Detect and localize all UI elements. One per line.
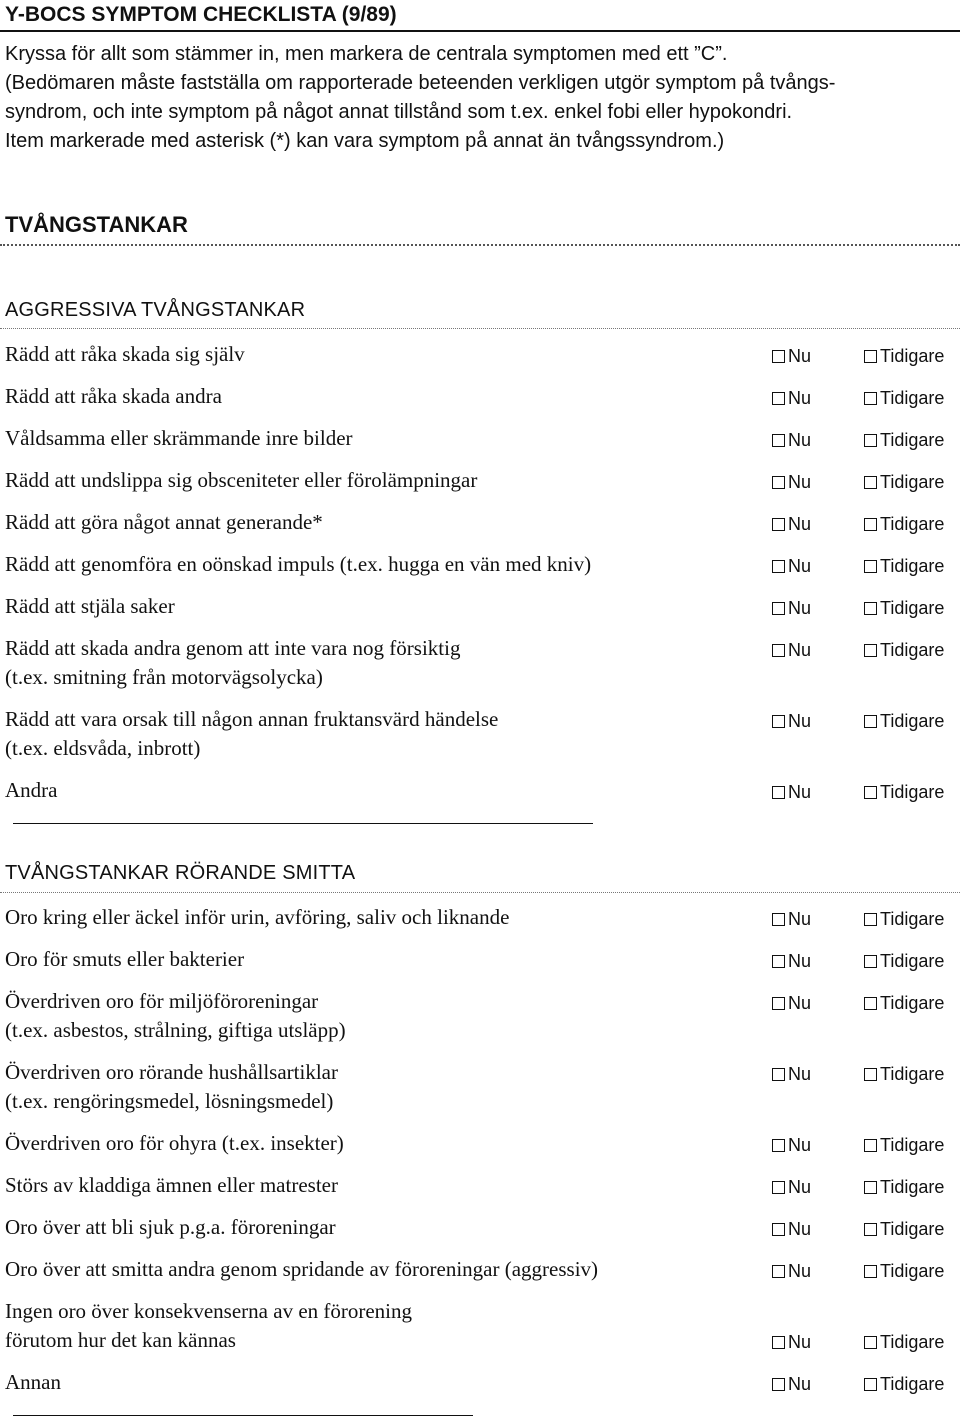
- item-label-line: Rädd att undslippa sig obsceniteter eller förolämpningar: [5, 468, 478, 492]
- checkbox-previously[interactable]: [864, 472, 944, 492]
- checklist-item: [5, 1171, 955, 1200]
- item-label-line: (t.ex. eldsvåda, inbrott): [5, 736, 201, 760]
- checkbox-previously[interactable]: [864, 1135, 944, 1155]
- checkbox-label: Tidigare: [880, 514, 945, 534]
- checkbox-label: Tidigare: [880, 430, 945, 450]
- item-label: [5, 1297, 745, 1355]
- item-label: [5, 1368, 745, 1416]
- checkbox-label: Nu: [788, 1064, 812, 1084]
- checklist-item: [5, 1297, 955, 1355]
- section-heading: TVÅNGSTANKAR: [5, 212, 188, 237]
- checklist-item: [5, 776, 955, 824]
- checkbox-square-icon[interactable]: [864, 955, 877, 968]
- checkbox-now[interactable]: [772, 1135, 811, 1155]
- item-label-line: Rädd att genomföra en oönskad impuls (t.ex. hugga en vän med kniv): [5, 552, 592, 576]
- item-label-line: Oro över att bli sjuk p.g.a. föroreningar: [5, 1215, 336, 1239]
- checklist-item: [5, 1129, 955, 1158]
- item-label: [5, 1213, 745, 1242]
- checkbox-square-icon[interactable]: [772, 476, 785, 489]
- checkbox-now[interactable]: [772, 909, 811, 929]
- checkbox-label: Tidigare: [880, 1135, 945, 1155]
- checklist-item: [5, 592, 955, 621]
- checkbox-previously[interactable]: [864, 1261, 944, 1281]
- checkbox-square-icon[interactable]: [864, 715, 877, 728]
- checkbox-previously[interactable]: [864, 993, 944, 1013]
- item-label: [5, 634, 745, 692]
- checkbox-label: Tidigare: [880, 1219, 945, 1239]
- checkbox-now[interactable]: [772, 993, 811, 1013]
- checkbox-label: Tidigare: [880, 1177, 945, 1197]
- checkbox-now[interactable]: [772, 782, 811, 802]
- checkbox-previously[interactable]: [864, 711, 944, 731]
- checklist-item: [5, 424, 955, 453]
- checkbox-label: Nu: [788, 1177, 812, 1197]
- item-label: [5, 466, 745, 495]
- checklist-item: [5, 634, 955, 692]
- checkbox-now[interactable]: [772, 1219, 811, 1239]
- checkbox-previously[interactable]: [864, 1064, 944, 1084]
- checkbox-now[interactable]: [772, 640, 811, 660]
- item-label: [5, 987, 745, 1045]
- checkbox-square-icon[interactable]: [772, 350, 785, 363]
- checkbox-now[interactable]: [772, 1332, 811, 1352]
- instruction-line: Kryssa för allt som stämmer in, men markera de centrala symptomen med ett ”C”.: [5, 43, 728, 65]
- checklist-item: [5, 705, 955, 763]
- item-label-line: Oro över att smitta andra genom spridande av föroreningar (aggressiv): [5, 1257, 599, 1281]
- item-label-line: Annan: [5, 1368, 745, 1416]
- checkbox-square-icon[interactable]: [772, 644, 785, 657]
- checkbox-label: Nu: [788, 951, 812, 971]
- checklist-item: [5, 1255, 955, 1284]
- checkbox-now[interactable]: [772, 598, 811, 618]
- item-label: [5, 1255, 745, 1284]
- item-label-line: Rädd att göra något annat generande*: [5, 510, 323, 534]
- item-label: [5, 508, 745, 537]
- checkbox-previously[interactable]: [864, 1332, 944, 1352]
- subsection-heading: TVÅNGSTANKAR RÖRANDE SMITTA: [5, 862, 356, 884]
- checkbox-now[interactable]: [772, 951, 811, 971]
- checkbox-square-icon[interactable]: [864, 434, 877, 447]
- checklist-item: [5, 382, 955, 411]
- checkbox-previously[interactable]: [864, 909, 944, 929]
- item-label: [5, 1129, 745, 1158]
- checkbox-square-icon[interactable]: [864, 644, 877, 657]
- item-label-line: Ingen oro över konsekvenserna av en förorening: [5, 1299, 413, 1323]
- checkbox-label: Nu: [788, 909, 812, 929]
- item-label-line: Oro för smuts eller bakterier: [5, 947, 245, 971]
- checklist-item: [5, 1058, 955, 1116]
- item-label-line: Rädd att stjäla saker: [5, 594, 175, 618]
- checkbox-label: Tidigare: [880, 782, 945, 802]
- checkbox-label: Nu: [788, 1261, 812, 1281]
- item-label: [5, 550, 745, 579]
- checkbox-previously[interactable]: [864, 388, 944, 408]
- checkbox-previously[interactable]: [864, 598, 944, 618]
- checkbox-now[interactable]: [772, 1374, 811, 1394]
- checklist-item: [5, 945, 955, 974]
- checkbox-square-icon[interactable]: [864, 476, 877, 489]
- checkbox-square-icon[interactable]: [864, 1181, 877, 1194]
- checkbox-square-icon[interactable]: [864, 913, 877, 926]
- checkbox-square-icon[interactable]: [772, 602, 785, 615]
- item-label-line: Överdriven oro för ohyra (t.ex. insekter): [5, 1131, 344, 1155]
- checkbox-square-icon[interactable]: [864, 997, 877, 1010]
- checkbox-label: Nu: [788, 640, 812, 660]
- checkbox-square-icon[interactable]: [864, 560, 877, 573]
- checklist-item: [5, 1213, 955, 1242]
- checklist-item: [5, 550, 955, 579]
- checkbox-label: Nu: [788, 782, 812, 802]
- checkbox-label: Tidigare: [880, 1332, 945, 1352]
- checkbox-now[interactable]: [772, 472, 811, 492]
- checkbox-label: Nu: [788, 711, 812, 731]
- item-label: [5, 1058, 745, 1116]
- item-label: [5, 1171, 745, 1200]
- item-label: [5, 945, 745, 974]
- item-label-line: (t.ex. asbestos, strålning, giftiga utsläpp): [5, 1018, 346, 1042]
- item-label: [5, 382, 745, 411]
- checkbox-label: Nu: [788, 1332, 812, 1352]
- checkbox-previously[interactable]: [864, 782, 944, 802]
- checkbox-square-icon[interactable]: [772, 1265, 785, 1278]
- checkbox-now[interactable]: [772, 430, 811, 450]
- checklist-item: [5, 903, 955, 932]
- item-label-line: förutom hur det kan kännas: [5, 1328, 236, 1352]
- checkbox-previously[interactable]: [864, 430, 944, 450]
- checkbox-previously[interactable]: [864, 556, 944, 576]
- checkbox-previously[interactable]: [864, 951, 944, 971]
- checkbox-square-icon[interactable]: [772, 955, 785, 968]
- checkbox-previously[interactable]: [864, 514, 944, 534]
- checkbox-label: Tidigare: [880, 472, 945, 492]
- checkbox-square-icon[interactable]: [864, 1139, 877, 1152]
- checkbox-previously[interactable]: [864, 1177, 944, 1197]
- checkbox-label: Tidigare: [880, 346, 945, 366]
- subsection-divider: [0, 892, 960, 893]
- item-label: [5, 903, 745, 932]
- checkbox-square-icon[interactable]: [772, 1336, 785, 1349]
- document-title: Y-BOCS SYMPTOM CHECKLISTA (9/89): [0, 0, 960, 32]
- checkbox-label: Tidigare: [880, 1374, 945, 1394]
- item-label-line: Våldsamma eller skrämmande inre bilder: [5, 426, 353, 450]
- checkbox-label: Tidigare: [880, 993, 945, 1013]
- checkbox-square-icon[interactable]: [864, 392, 877, 405]
- item-label-line: Rädd att råka skada andra: [5, 384, 222, 408]
- checkbox-previously[interactable]: [864, 1219, 944, 1239]
- checkbox-previously[interactable]: [864, 1374, 944, 1394]
- checklist-item: [5, 987, 955, 1045]
- checkbox-square-icon[interactable]: [772, 434, 785, 447]
- checkbox-label: Nu: [788, 430, 812, 450]
- checklist-item: [5, 340, 955, 369]
- item-label-line: Rädd att skada andra genom att inte vara nog försiktig: [5, 636, 461, 660]
- checkbox-now[interactable]: [772, 711, 811, 731]
- checkbox-square-icon[interactable]: [864, 350, 877, 363]
- checkbox-square-icon[interactable]: [864, 1336, 877, 1349]
- checkbox-square-icon[interactable]: [772, 560, 785, 573]
- checkbox-square-icon[interactable]: [772, 715, 785, 728]
- item-label-line: (t.ex. rengöringsmedel, lösningsmedel): [5, 1089, 334, 1113]
- checkbox-now[interactable]: [772, 1261, 811, 1281]
- checkbox-label: Nu: [788, 388, 812, 408]
- instructions: [0, 40, 955, 156]
- checkbox-square-icon[interactable]: [772, 1223, 785, 1236]
- checkbox-label: Tidigare: [880, 1064, 945, 1084]
- checkbox-now[interactable]: [772, 514, 811, 534]
- item-label: [5, 705, 745, 763]
- checkbox-square-icon[interactable]: [864, 1378, 877, 1391]
- checkbox-label: Tidigare: [880, 909, 945, 929]
- checkbox-square-icon[interactable]: [864, 602, 877, 615]
- write-in-field[interactable]: [13, 805, 593, 824]
- checklist-item: [5, 508, 955, 537]
- checkbox-square-icon[interactable]: [864, 786, 877, 799]
- checkbox-label: Tidigare: [880, 388, 945, 408]
- item-label: [5, 776, 745, 824]
- checkbox-previously[interactable]: [864, 640, 944, 660]
- checkbox-square-icon[interactable]: [864, 518, 877, 531]
- checkbox-square-icon[interactable]: [772, 786, 785, 799]
- checkbox-label: Tidigare: [880, 951, 945, 971]
- checkbox-label: Nu: [788, 1219, 812, 1239]
- checkbox-label: Tidigare: [880, 640, 945, 660]
- checklist-item: [5, 1368, 955, 1416]
- checkbox-square-icon[interactable]: [864, 1223, 877, 1236]
- instruction-line: Item markerade med asterisk (*) kan vara symptom på annat än tvångssyndrom.): [5, 130, 725, 152]
- checkbox-now[interactable]: [772, 556, 811, 576]
- checkbox-square-icon[interactable]: [772, 997, 785, 1010]
- item-label: [5, 592, 745, 621]
- checkbox-label: Nu: [788, 1374, 812, 1394]
- checkbox-square-icon[interactable]: [772, 1181, 785, 1194]
- item-label: [5, 340, 745, 369]
- item-label-line: Rädd att vara orsak till någon annan fruktansvärd händelse: [5, 707, 499, 731]
- checkbox-label: Nu: [788, 346, 812, 366]
- checkbox-square-icon[interactable]: [772, 913, 785, 926]
- checkbox-now[interactable]: [772, 346, 811, 366]
- checkbox-square-icon[interactable]: [772, 1139, 785, 1152]
- checkbox-label: Nu: [788, 993, 812, 1013]
- subsection-divider: [0, 328, 960, 329]
- write-in-field[interactable]: [13, 1397, 473, 1416]
- checkbox-label: Nu: [788, 1135, 812, 1155]
- item-label-line: Oro kring eller äckel inför urin, avföring, saliv och liknande: [5, 905, 510, 929]
- item-label-line: Rädd att råka skada sig själv: [5, 342, 245, 366]
- checkbox-label: Nu: [788, 598, 812, 618]
- checkbox-square-icon[interactable]: [864, 1068, 877, 1081]
- item-label-line: Andra: [5, 776, 745, 824]
- item-label: [5, 424, 745, 453]
- checkbox-square-icon[interactable]: [772, 518, 785, 531]
- item-label-line: Störs av kladdiga ämnen eller matrester: [5, 1173, 338, 1197]
- item-label-line: (t.ex. smitning från motorvägsolycka): [5, 665, 323, 689]
- instruction-line: syndrom, och inte symptom på något annat tillstånd som t.ex. enkel fobi eller hypokondri.: [5, 101, 793, 123]
- checkbox-label: Tidigare: [880, 598, 945, 618]
- checkbox-label: Tidigare: [880, 1261, 945, 1281]
- item-label-line: Överdriven oro för miljöföroreningar: [5, 989, 319, 1013]
- checkbox-square-icon[interactable]: [772, 392, 785, 405]
- checkbox-previously[interactable]: [864, 346, 944, 366]
- checkbox-now[interactable]: [772, 1177, 811, 1197]
- checkbox-label: Nu: [788, 514, 812, 534]
- section-divider: [0, 244, 960, 246]
- checkbox-label: Tidigare: [880, 711, 945, 731]
- item-label-line: Överdriven oro rörande hushållsartiklar: [5, 1060, 338, 1084]
- checkbox-now[interactable]: [772, 388, 811, 408]
- checkbox-square-icon[interactable]: [772, 1068, 785, 1081]
- instruction-line: (Bedömaren måste fastställa om rapporterade beteenden verkligen utgör symptom på tvångs-: [5, 72, 836, 94]
- checkbox-square-icon[interactable]: [772, 1378, 785, 1391]
- checkbox-label: Nu: [788, 556, 812, 576]
- checkbox-now[interactable]: [772, 1064, 811, 1084]
- checkbox-label: Tidigare: [880, 556, 945, 576]
- checklist-item: [5, 466, 955, 495]
- checkbox-label: Nu: [788, 472, 812, 492]
- checkbox-square-icon[interactable]: [864, 1265, 877, 1278]
- subsection-heading: AGGRESSIVA TVÅNGSTANKAR: [5, 299, 306, 321]
